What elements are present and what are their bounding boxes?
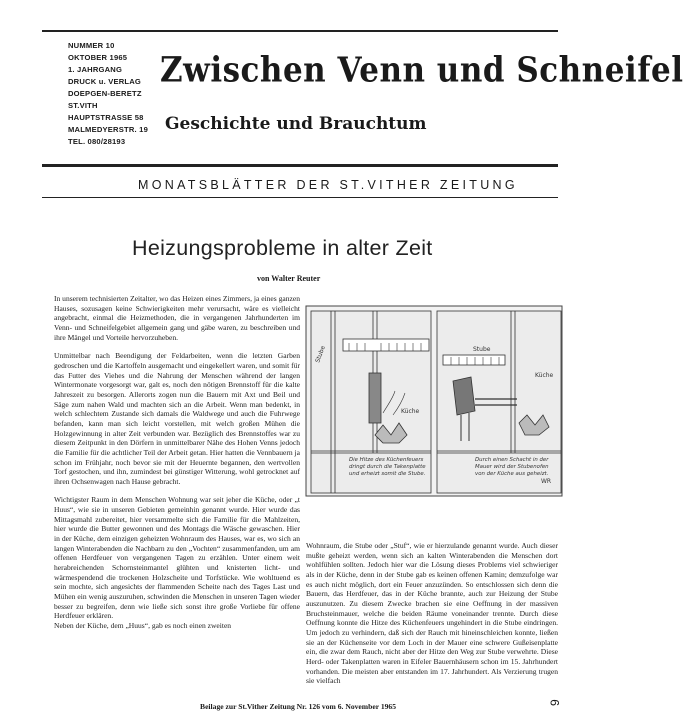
caption-left-line-3: und erheizt somit die Stube.: [349, 471, 426, 477]
address-2: MALMEDYERSTR. 19: [68, 125, 148, 134]
issue-month: OKTOBER 1965: [68, 53, 128, 62]
address-1: HAUPTSTRASSE 58: [68, 113, 144, 122]
illustration-signature: WR: [541, 478, 552, 485]
caption-left-line-1: Die Hitze des Küchenfeuers: [349, 457, 424, 463]
supplement-footer: Beilage zur St.Vither Zeitung Nr. 126 vom 6. November 1965: [200, 702, 397, 711]
paragraph-stube-continued: Wohnraum, die Stube oder „Stuf“, wie er hierzulande genannt wurde. Auch dieser mußte geheizt werden, wenn sich an kalten Winterabenden die Menschen dort wohlfühlen sollten. Jedoch hier war die Lösung dieses Problems viel schwieriger als in der Küche, denn in der Stube gab es keinen offenen Kamin; demzufolge war es auch nicht möglich, dort ein Feuer anzuzünden. So entschlossen sich denn die Bauern, das Herdfeuer, das in der Küche brannte, auch zur Heizung der Stube auszunutzen. Zu diesem Zwecke brachen sie eine Oeffnung in der massiven Bruchsteinmauer, welche die beiden Räume voneinander trennte. Durch diese Oeffnung konnte die Hitze des Küchenfeuers ungehindert in die Stube eindringen. Um jedoch zu verhindern, daß sich der Rauch mit hineinschleichen konnte, ließen sie an der Küchenseite vor dem Loch in der Mauer eine schwere Gußeisenplatte ein, die zwar dem Rauch, nicht aber der Hitze den Weg zur Stube verwehrte. Diese Herd- oder Takenplatten waren in Eifeler Bauernhäusern schon im 15. Jahrhundert vorhanden. Die meisten aber entstanden im 17. Jahrhundert. Als Verzierung trugen sie vielfach: [306, 541, 558, 686]
printer-label: DRUCK u. VERLAG: [68, 77, 142, 86]
masthead-bottom-rule: [42, 164, 558, 167]
label-stube-left: Stube: [314, 344, 327, 364]
paragraph-firewood: Unmittelbar nach Beendigung der Feldarbeiten, wenn die letzten Garben gedroschen und die Kartoffeln ausgemacht und eingekellert waren, und somit für das Futter des Viehes und die Nahrung der Menschen während der langen Wintermonate vorgesorgt war, galt es, noch den nötigen Brennstoff für die kalte Jahreszeit zu besorgen. Allerorts zogen nun die Bauern mit Axt und Beil und Säge zum nahen Wald und machten sich an die Arbeit. Wenn man bedenkt, in welch schlechtem Zustande sich damals die Waldwege und auch die Fuhrwege befanden, kann man sich leicht vorstellen, mit welch großen Mühen die Holzgewinnung in alter Zeit verbunden war. Bezüglich des Brennstoffes war zu diesem Zeitpunkt in den Dörfern in unmittelbarer Nähe des Hohen Venns jedoch die Familie für die achtlicher Teil der Arbeit getan. Hier hatten die Vennbauern ja schon im Frühjahr, noch bevor sie mit der Heuernte begannen, den wertvollen Torf gestochen, und ihn, zumindest bei günstiger Witterung, wohl getrocknet auf ihren Ochsenwagen nach Hause gebracht.: [54, 351, 300, 486]
article-headline: Heizungsprobleme in alter Zeit: [132, 236, 433, 260]
publisher-name: DOEPGEN-BERETZ: [68, 89, 142, 98]
paragraph-stube-start: Neben der Küche, dem „Huus“, gab es noch einen zweiten: [54, 621, 232, 630]
paragraph-kitchen: Wichtigster Raum in dem Menschen Wohnung war seit jeher die Küche, oder „t Huus“, wie sie in unseren Gebieten gemeinhin genannt wurde. Hier wurde das Mittagsmahl zubereitet, hier versammelte sich die Familie für die Mahlzeiten, hier wurde die Butter gewonnen und des Montags die Wäsche gewaschen. Hier in der Küche, dem einzigen geheizten Wohnraum des Hauses, war es, wo sich an langen Winterabenden die Nachbarn zu den „Vochten“ zusammenfanden, um am offenen Herdfeuer von vergangenen Tagen zu erzählen. Unter einem weit herabreichenden Schornsteinmantel glühten und knisterten licht- und wärmespendend die trockenen Holzscheite und Torfstücke. Wie wohltuend es sein mochte, sich angesichts der flammenden Scheite nach des Tages Last und Mühen ein wenig auszuruhen, schwinden die Menschen in unseren Tagen wieder besser zu begreifen, denn wie ließe sich sonst ihre große Vorliebe für offene Herdfeuer erklären.: [54, 495, 300, 621]
label-kuche-left: Küche: [401, 408, 420, 415]
article-byline: von Walter Reuter: [257, 274, 321, 283]
issue-number: NUMMER 10: [68, 41, 115, 50]
page-number: 9: [548, 699, 562, 706]
monthly-underline-rule: [42, 197, 558, 198]
article-column-left: [54, 294, 300, 631]
masthead-subtitle: Geschichte und Brauchtum: [165, 114, 427, 134]
caption-right-line-3: von der Küche aus geheizt.: [475, 471, 549, 477]
label-kuche-right: Küche: [535, 372, 554, 379]
caption-left-line-2: dringt durch die Takenplatte: [349, 464, 426, 470]
caption-right-line-2: Mauer wird der Stubenofen: [475, 464, 549, 470]
caption-right-line-1: Durch einen Schacht in der: [475, 457, 549, 463]
top-rule: [42, 30, 558, 32]
masthead-title: Zwischen Venn und Schneifel: [160, 50, 684, 91]
monthly-supplement-label: MONATSBLÄTTER DER ST.VITHER ZEITUNG: [138, 178, 518, 192]
volume-year: 1. JAHRGANG: [68, 65, 123, 74]
label-stube-right: Stube: [473, 346, 491, 353]
telephone: TEL. 080/28193: [68, 137, 126, 146]
city: ST.VITH: [68, 101, 98, 110]
heating-illustration: [303, 303, 565, 499]
article-column-right: [306, 541, 558, 686]
paragraph-intro: In unserem technisierten Zeitalter, wo das Heizen eines Zimmers, ja eines ganzen Hauses, sozusagen keine Schwierigkeiten mehr verursacht, wäre es vielleicht angebracht, einmal die Heizmethoden, die in vergangenen Jahrhunderten im Venn- und Schneifelgebiet allgemein gang und gäbe waren, zu beschreiben und ihre Mängel und Vorteile hervorzuheben.: [54, 294, 300, 342]
